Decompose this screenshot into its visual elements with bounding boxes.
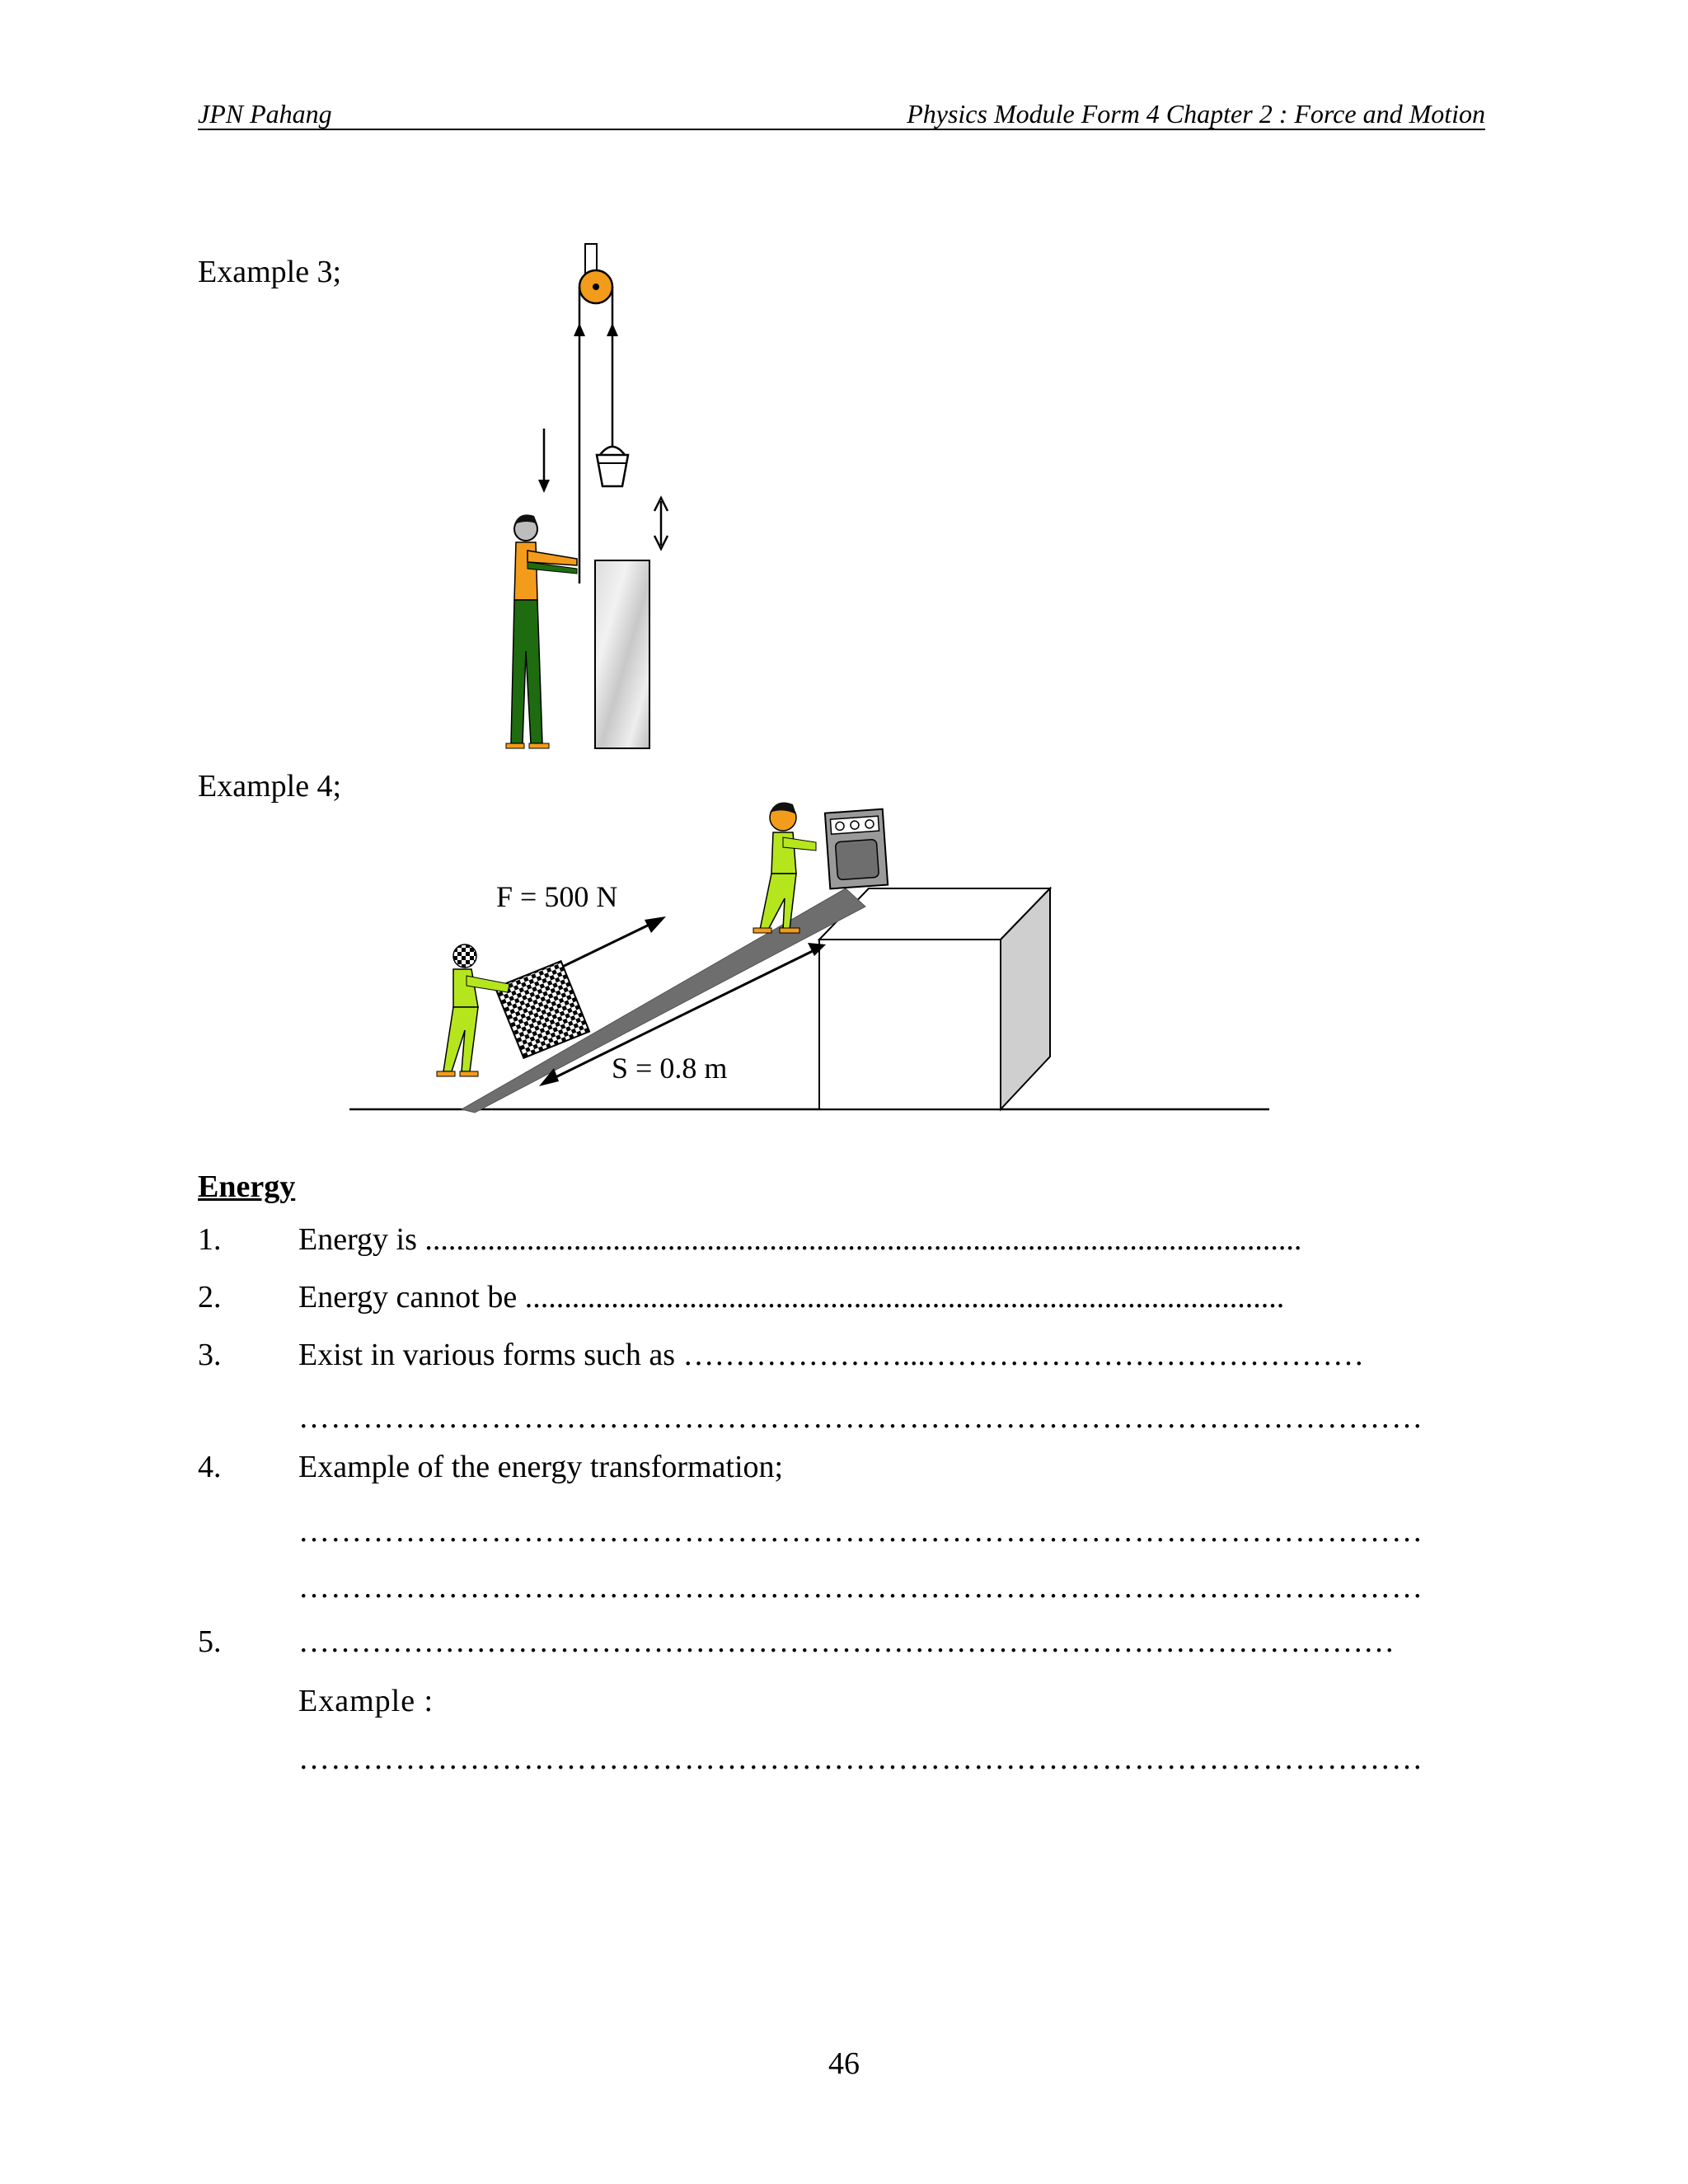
- list-item-4: 4. Example of the energy transformation;: [198, 1450, 784, 1484]
- force-label: F = 500 N: [496, 880, 618, 913]
- pulley-figure: [495, 239, 676, 758]
- rope-left-arrow: [574, 323, 585, 336]
- example-label: Example :: [298, 1684, 434, 1718]
- stone-pillar: [595, 560, 649, 748]
- bucket-handle: [600, 447, 625, 455]
- list-item-5: 5. ……………………………………………………………………………………………: [198, 1624, 1395, 1659]
- platform-box: [819, 888, 1050, 1109]
- ramp-figure: [338, 791, 1278, 1121]
- dotted-line-3: ……………………………………………………………………………………………: [298, 1400, 1423, 1435]
- list-item-1: 1. Energy is ................................................................................................................: [198, 1222, 1302, 1257]
- force-arrow: [554, 920, 659, 971]
- header-right: Physics Module Form 4 Chapter 2 : Force and Motion: [907, 99, 1485, 129]
- example-4-label: Example 4;: [198, 769, 342, 804]
- person-pulling: [506, 514, 577, 748]
- person-pushing-crate: [437, 944, 509, 1076]
- list-item-3: 3. Exist in various forms such as …………………...……………………………………: [198, 1338, 1365, 1372]
- stove: [825, 809, 888, 889]
- header-left: JPN Pahang: [198, 99, 332, 129]
- example-3-label: Example 3;: [198, 255, 342, 289]
- dotted-line-4b: ……………………………………………………………………………………………: [298, 1570, 1423, 1605]
- dotted-line-5: ……………………………………………………………………………………………: [298, 1741, 1423, 1776]
- rope-right-arrow: [607, 323, 618, 336]
- page-header: [198, 99, 1485, 130]
- list-item-2: 2. Energy cannot be .................................................................................................: [198, 1280, 1285, 1315]
- bucket: [597, 455, 628, 486]
- energy-title: Energy: [198, 1169, 296, 1204]
- dotted-line-4a: ……………………………………………………………………………………………: [298, 1514, 1423, 1549]
- page-number: 46: [828, 2046, 860, 2081]
- distance-label: S = 0.8 m: [612, 1052, 728, 1085]
